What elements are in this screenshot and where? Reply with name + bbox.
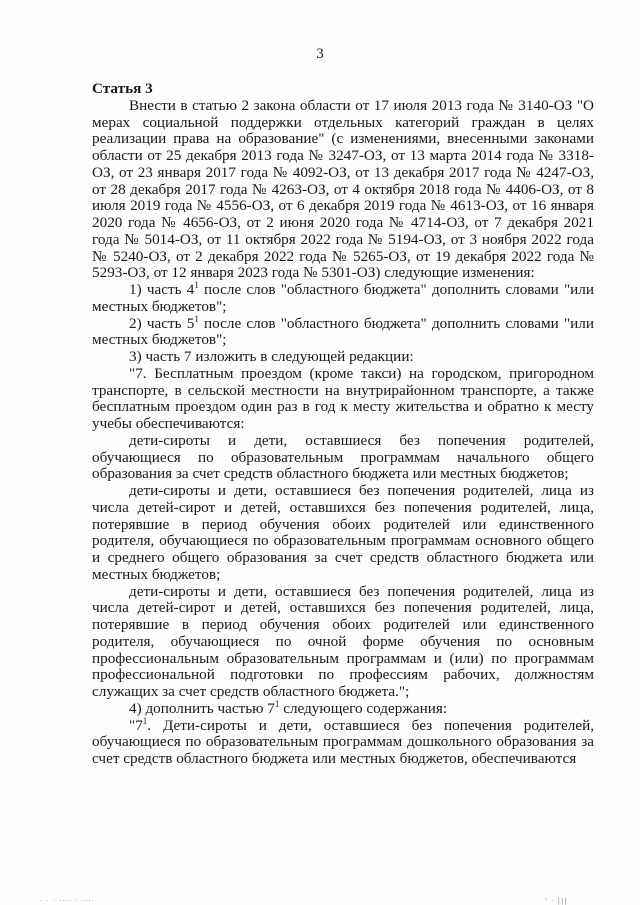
superscript: 1 — [194, 313, 199, 324]
scan-artifact: · · · ···· · ···· — [40, 897, 95, 905]
item-text: после слов "областного бюджета" дополнить словами "или местных бюджетов"; — [92, 314, 594, 349]
superscript: 1 — [142, 715, 148, 726]
category-paragraph: дети-сироты и дети, оставшиеся без попечения родителей, лица из числа детей-сирот и детей, оставшихся без попечения родителей, лица, потерявшие в период обучения обоих родителей или единственного родителя, обучающиеся по образовательным программам основного общего и среднего общего образования за счет средств областного бюджета или местных бюджетов; — [92, 482, 594, 583]
item-text: 4) дополнить частью 7 — [129, 699, 275, 717]
amendment-item-3: 3) часть 7 изложить в следующей редакции: — [129, 348, 414, 365]
article-intro: Внести в статью 2 закона области от 17 июля 2013 года № 3140-ОЗ "О мерах социальной поддержки отдельных категорий граждан в целях реализации права на образование" (с изменениями, внесенными законами области от 25 декабря 2013 года № 3247-ОЗ, от 13 марта 2014 года № 3318-ОЗ, от 23 января 2017 года № 4092-ОЗ, от 13 декабря 2017 года № 4247-ОЗ, от 28 декабря 2017 года № 4263-ОЗ, от 4 октября 2018 года № 4406-ОЗ, от 8 июля 2019 года № 4556-ОЗ, от 6 декабря 2019 года № 4613-ОЗ, от 16 января 2020 года № 4656-ОЗ, от 2 июня 2020 года № 4714-ОЗ, от 7 декабря 2021 года № 5014-ОЗ, от 11 октября 2022 года № 5194-ОЗ, от 3 ноября 2022 года № 5240-ОЗ, от 2 декабря 2022 года № 5265-ОЗ, от 19 декабря 2022 года № 5293-ОЗ, от 12 января 2023 года № 5301-ОЗ) следующие изменения: — [92, 96, 594, 282]
article-heading: Статья 3 — [92, 80, 153, 97]
item-text: . Дети-сироты и дети, оставшиеся без попечения родителей, обучающиеся по образовательным программам дошкольного образования за счет средств областного бюджета или местных бюджетов, обеспечиваются — [92, 716, 594, 767]
item-text: следующего содержания: — [279, 699, 448, 717]
page-number: 3 — [316, 46, 324, 62]
superscript: 1 — [194, 280, 199, 290]
item-text: 1) часть 4 — [129, 281, 195, 298]
category-paragraph: дети-сироты и дети, оставшиеся без попечения родителей, лица из числа детей-сирот и детей, оставшихся без попечения родителей, лица, потерявшие в период обучения обоих родителей или единственного родителя, обучающиеся по очной форме обучения по основным профессиональным образовательным программам и (или) по программам профессиональной подготовки по профессиям рабочих, должностям служащих за счет средств областного бюджета."; — [92, 582, 594, 700]
item-text: "7 — [129, 716, 143, 734]
item-text: после слов "областного бюджета" дополнить словами "или местных бюджетов"; — [92, 281, 594, 315]
amendment-item-1 — [92, 282, 594, 316]
amendment-item-4 — [92, 698, 594, 718]
superscript: 1 — [274, 698, 280, 709]
part-7-1-text — [92, 715, 594, 768]
category-paragraph: дети-сироты и дети, оставшиеся без попечения родителей, обучающиеся по образовательным программам начального общего образования за счет средств областного бюджета или местных бюджетов; — [92, 431, 594, 483]
scan-artifact: ' · ||| — [545, 897, 568, 905]
document-body — [92, 81, 594, 768]
part-7-text: "7. Бесплатным проездом (кроме такси) на городском, пригородном транспорте, в сельской местности на внутрирайонном транспорте, а также бесплатным проездом один раз в год к месту жительства и обратно к месту учебы обеспечиваются: — [92, 364, 594, 432]
amendment-item-2 — [92, 313, 594, 350]
item-text: 2) часть 5 — [129, 314, 195, 332]
